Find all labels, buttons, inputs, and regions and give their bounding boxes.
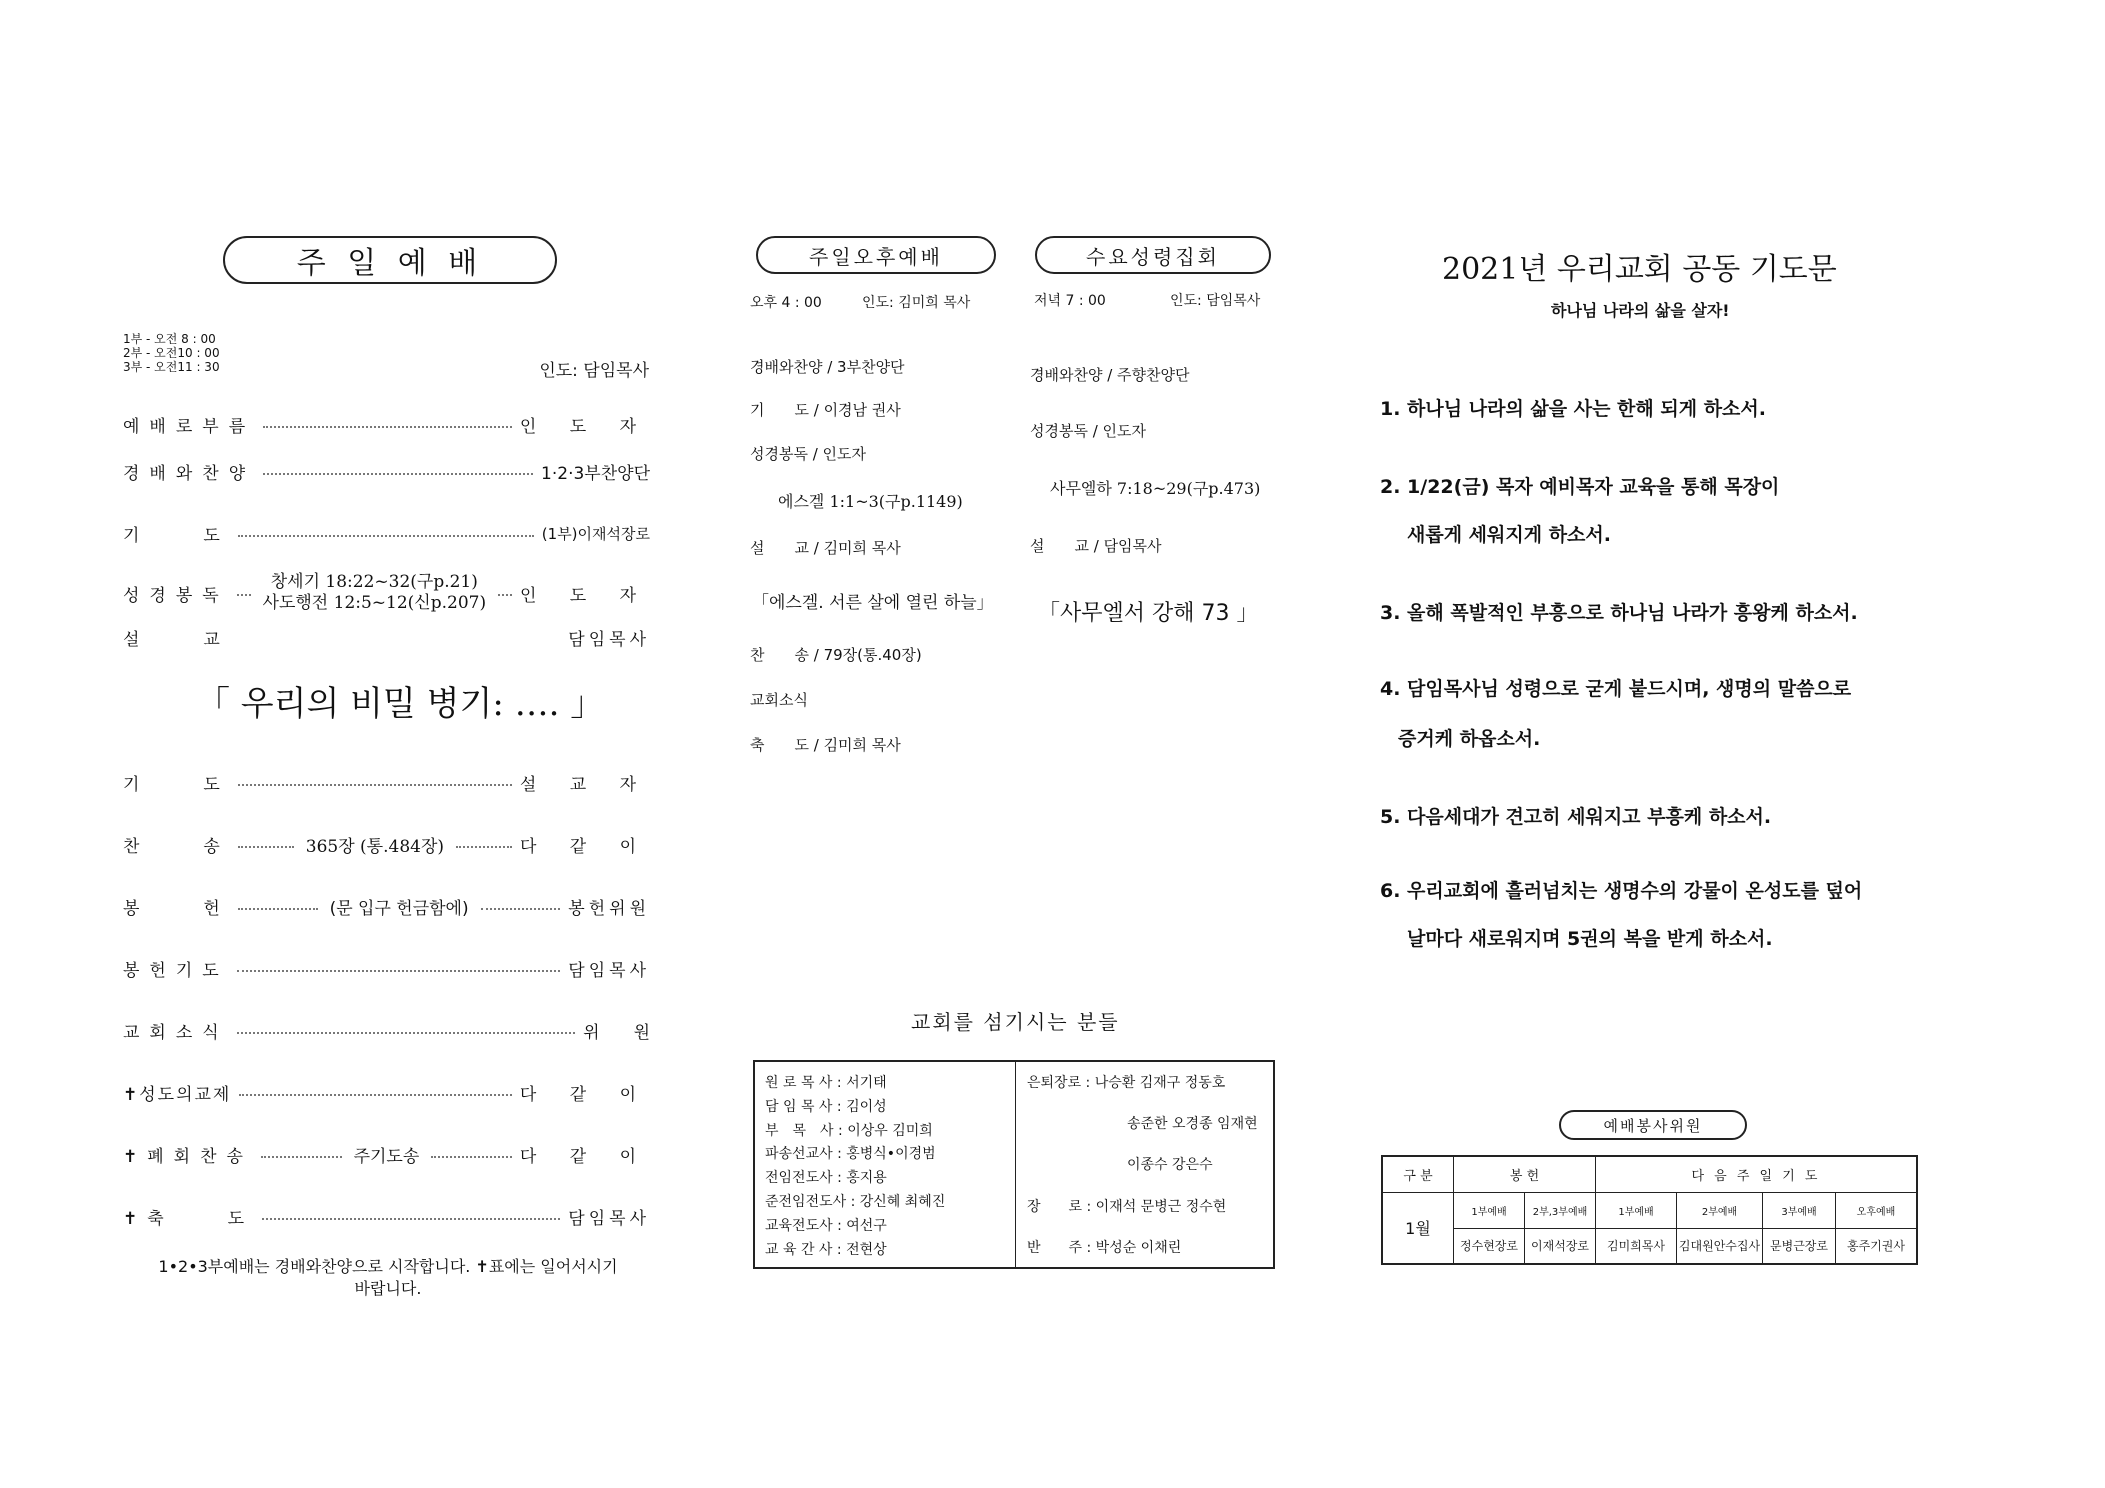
order-row: ✝축 도 담임목사	[123, 1209, 650, 1229]
afternoon-service-title-box	[756, 236, 996, 274]
wednesday-scripture: 사무엘하 7:18~29(구p.473)	[1050, 479, 1261, 498]
servant-item: 이종수 강은수	[1127, 1157, 1213, 1173]
afternoon-time: 오후 4 : 00	[750, 295, 822, 311]
servant-item: 교 육 간 사 : 전현상	[765, 1241, 887, 1258]
prayer-line: 날마다 새로워지며 5권의 복을 받게 하소서.	[1407, 928, 1773, 950]
subhead-cell: 3부예배	[1763, 1192, 1836, 1228]
prayer-title: 2021년 우리교회 공동 기도문	[1442, 252, 1837, 287]
afternoon-item: 교회소식	[750, 691, 808, 709]
prayer-line: 4. 담임목사님 성령으로 굳게 붙드시며, 생명의 말씀으로	[1380, 678, 1852, 700]
afternoon-item: 성경봉독 / 인도자	[750, 445, 867, 463]
wednesday-sermon-title: 「사무엘서 강해 73 」	[1038, 601, 1259, 626]
servant-item: 담 임 목 사 : 김이성	[765, 1098, 887, 1115]
afternoon-item: 설 교 / 김미희 목사	[750, 539, 901, 557]
servants-title: 교회를 섬기시는 분들	[911, 1010, 1120, 1034]
wednesday-service-title: 수요성령집회	[1086, 244, 1220, 269]
wednesday-time: 저녁 7 : 00	[1034, 293, 1106, 309]
prayer-line: 1. 하나님 나라의 삶을 사는 한해 되게 하소서.	[1380, 398, 1766, 420]
service-times: 1부 - 오전 8 : 00 2부 - 오전10 : 00 3부 - 오전11 : 30	[123, 332, 220, 374]
sermon-title: 「 우리의 비밀 병기: …. 」	[196, 684, 605, 724]
prayer-line: 6. 우리교회에 흘러넘치는 생명수의 강물이 온성도를 덮어	[1380, 880, 1863, 902]
subhead-cell: 2부,3부예배	[1525, 1192, 1596, 1228]
subhead-cell: 오후예배	[1836, 1192, 1918, 1228]
order-row: 기 도 (1부)이재석장로	[123, 525, 650, 546]
order-row: 경배와찬양 1·2·3부찬양단	[123, 464, 650, 484]
committee-title-box	[1559, 1110, 1747, 1140]
wednesday-item: 성경봉독 / 인도자	[1030, 422, 1147, 440]
servant-item: 원 로 목 사 : 서기태	[765, 1075, 887, 1091]
subhead-cell: 1부예배	[1596, 1192, 1677, 1228]
afternoon-service-title: 주일오후예배	[809, 244, 943, 269]
committee-title: 예배봉사위원	[1603, 1116, 1703, 1135]
servant-item: 파송선교사 : 홍병식•이경범	[765, 1146, 936, 1163]
prayer-line: 3. 올해 폭발적인 부흥으로 하나님 나라가 흥왕케 하소서.	[1380, 602, 1858, 624]
servant-item: 장 로 : 이재석 문병근 정수현	[1027, 1199, 1227, 1215]
servant-item: 교육전도사 : 여선구	[765, 1217, 887, 1234]
header-prayer: 다 음 주 일 기 도	[1596, 1156, 1918, 1192]
committee-table	[1381, 1155, 1918, 1265]
order-row: 기 도 설 교 자	[123, 775, 650, 795]
servants-box	[753, 1060, 1275, 1269]
afternoon-sermon-title: 「에스겔. 서른 살에 열린 하늘」	[752, 593, 994, 613]
scripture-1: 창세기 18:22~32(구p.21)	[270, 572, 478, 592]
header-gubun: 구 분	[1382, 1156, 1454, 1192]
afternoon-item: 기 도 / 이경남 권사	[750, 401, 901, 419]
wednesday-leader: 인도: 담임목사	[1170, 293, 1261, 309]
name-cell: 홍주기권사	[1836, 1228, 1918, 1264]
servant-item: 은퇴장로 : 나승환 김재구 정동호	[1027, 1075, 1226, 1091]
header-offering: 봉 헌	[1454, 1156, 1596, 1192]
order-row: 봉 헌 (문 입구 헌금함에) 봉헌위원	[123, 899, 650, 919]
prayer-line: 증거케 하옵소서.	[1398, 728, 1541, 750]
afternoon-item: 찬 송 / 79장(통.40장)	[750, 646, 922, 664]
afternoon-item: 경배와찬양 / 3부찬양단	[750, 358, 905, 376]
servant-item: 송준한 오경종 임재현	[1127, 1116, 1258, 1132]
order-row: 설 교 담임목사	[123, 630, 650, 650]
servants-left-list	[765, 1072, 945, 1262]
name-cell: 이재석장로	[1525, 1228, 1596, 1264]
order-row: 교회소식 위 원	[123, 1023, 650, 1043]
order-row: 예배로부름 인 도 자	[123, 417, 650, 437]
order-row: 찬 송 365장 (통.484장) 다 같 이	[123, 837, 651, 857]
subhead-cell: 2부예배	[1677, 1192, 1763, 1228]
wednesday-item: 경배와찬양 / 주향찬양단	[1030, 366, 1190, 384]
order-row: ✝폐회찬송 주기도송 다 같 이	[123, 1147, 650, 1167]
order-row: ✝성도의교제 다 같 이	[123, 1085, 650, 1105]
prayer-line: 2. 1/22(금) 목자 예비목자 교육을 통해 목장이	[1380, 476, 1780, 498]
afternoon-leader: 인도: 김미희 목사	[862, 295, 971, 311]
sunday-leader: 인도: 담임목사	[539, 361, 649, 381]
servant-item: 부 목 사 : 이상우 김미희	[765, 1122, 933, 1139]
order-row: 성경봉독 창세기 18:22~32(구p.21) 사도행전 12:5~12(신p.207) 인 도 자	[123, 572, 651, 613]
afternoon-item: 축 도 / 김미희 목사	[750, 736, 901, 754]
wednesday-item: 설 교 / 담임목사	[1030, 537, 1162, 555]
order-row: 봉헌기도 담임목사	[123, 961, 650, 981]
servant-item: 반 주 : 박성순 이채린	[1027, 1240, 1182, 1256]
sunday-service-title: 주 일 예 배	[296, 246, 484, 281]
prayer-line: 새롭게 세워지게 하소서.	[1407, 524, 1611, 546]
committee-table-wrap	[1381, 1155, 1918, 1265]
servant-item: 준전임전도사 : 강신혜 최혜진	[765, 1193, 946, 1210]
scripture-2: 사도행전 12:5~12(신p.207)	[262, 593, 487, 613]
name-cell: 정수현장로	[1454, 1228, 1525, 1264]
afternoon-scripture: 에스겔 1:1~3(구p.1149)	[778, 492, 963, 511]
servants-divider	[1015, 1062, 1016, 1267]
name-cell: 김미희목사	[1596, 1228, 1677, 1264]
prayer-subtitle: 하나님 나라의 삶을 살자!	[1551, 301, 1730, 320]
wednesday-service-title-box	[1035, 236, 1271, 274]
sunday-service-title-box	[223, 236, 557, 284]
footnote: 1•2•3부예배는 경배와찬양으로 시작합니다. ✝표에는 일어서시기 바랍니다.	[158, 1257, 618, 1298]
month-cell: 1월	[1382, 1192, 1454, 1264]
subhead-cell: 1부예배	[1454, 1192, 1525, 1228]
prayer-line: 5. 다음세대가 견고히 세워지고 부흥케 하소서.	[1380, 806, 1772, 828]
servant-item: 전임전도사 : 홍지용	[765, 1170, 887, 1187]
name-cell: 문병근장로	[1763, 1228, 1836, 1264]
name-cell: 김대원안수집사	[1677, 1228, 1763, 1264]
